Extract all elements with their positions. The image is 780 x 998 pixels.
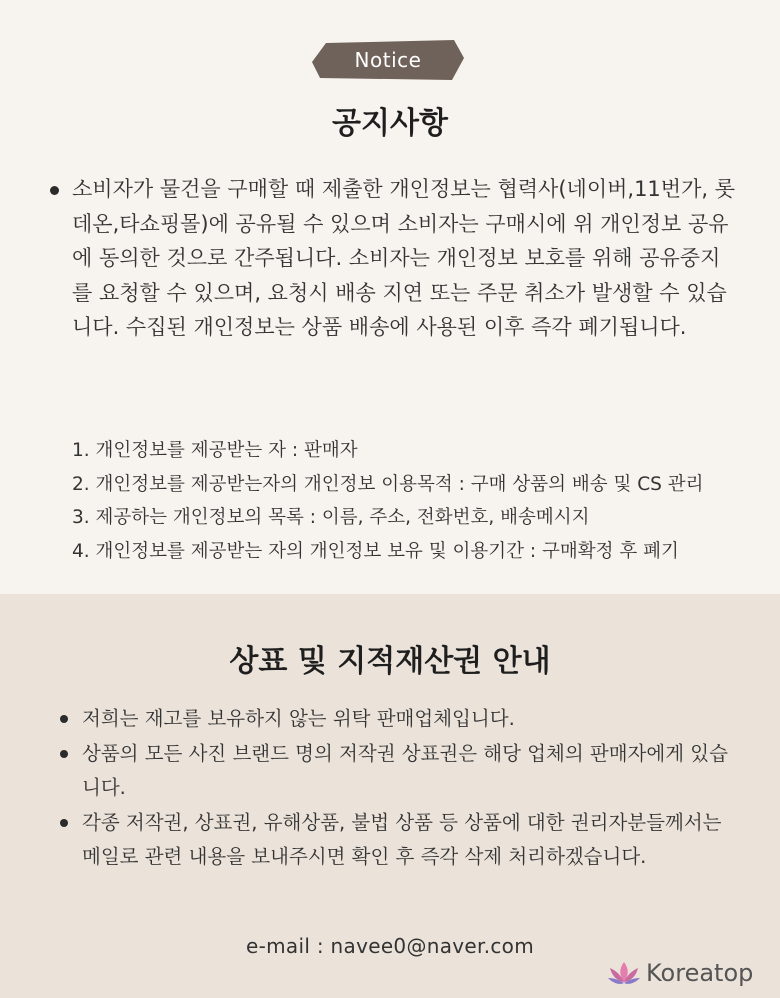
list-item-text: 상품의 모든 사진 브랜드 명의 저작권 상표권은 해당 업체의 판매자에게 있습니다. [82, 741, 728, 799]
notice-badge [312, 40, 464, 80]
logo-text: Koreatop [646, 959, 754, 987]
trademark-items-list [82, 702, 742, 875]
bullet-icon [60, 715, 68, 723]
list-item: 3. 제공하는 개인정보의 목록 : 이름, 주소, 전화번호, 배송메시지 [72, 507, 590, 528]
list-item-text: 저희는 재고를 보유하지 않는 위탁 판매업체입니다. [82, 707, 515, 730]
list-item: 1. 개인정보를 제공받는 자 : 판매자 [72, 440, 358, 461]
lotus-icon [606, 958, 642, 988]
list-item: 2. 개인정보를 제공받는자의 개인정보 이용목적 : 구매 상품의 배송 및 CS 관리 [72, 473, 704, 495]
privacy-items-list [72, 434, 752, 568]
koreatop-logo [606, 956, 776, 990]
list-item [82, 737, 742, 806]
contact-email: e-mail : navee0@naver.com [246, 934, 534, 958]
notice-paragraph: 소비자가 물건을 구매할 때 제출한 개인정보는 협력사(네이버,11번가, 롯데온,타쇼핑몰)에 공유될 수 있으며 소비자는 구매시에 위 개인정보 공유에 동의한 것으로 간주됩니다. 소비자는 개인정보 보호를 위해 공유중지를 요청할 수 있으며, 요청시 배송 지연 또는 주문 취소가 발생할 수 있습니다. 수집된 개인정보는 상품 배송에 사용된 이후 즉각 폐기됩니다. [72, 177, 735, 339]
bullet-icon [50, 186, 59, 195]
notice-badge-label: Notice [354, 48, 422, 72]
list-item [82, 702, 742, 737]
trademark-title: 상표 및 지적재산권 안내 [229, 644, 551, 679]
list-item [82, 806, 742, 875]
list-item-text: 각종 저작권, 상표권, 유해상품, 불법 상품 등 상품에 대한 권리자분들께서는 메일로 관련 내용을 보내주시면 확인 후 즉각 삭제 처리하겠습니다. [82, 810, 722, 868]
bullet-icon [60, 819, 68, 827]
notice-title: 공지사항 [332, 106, 448, 141]
list-item: 4. 개인정보를 제공받는 자의 개인정보 보유 및 이용기간 : 구매확정 후 폐기 [72, 540, 679, 562]
bullet-icon [60, 750, 68, 758]
